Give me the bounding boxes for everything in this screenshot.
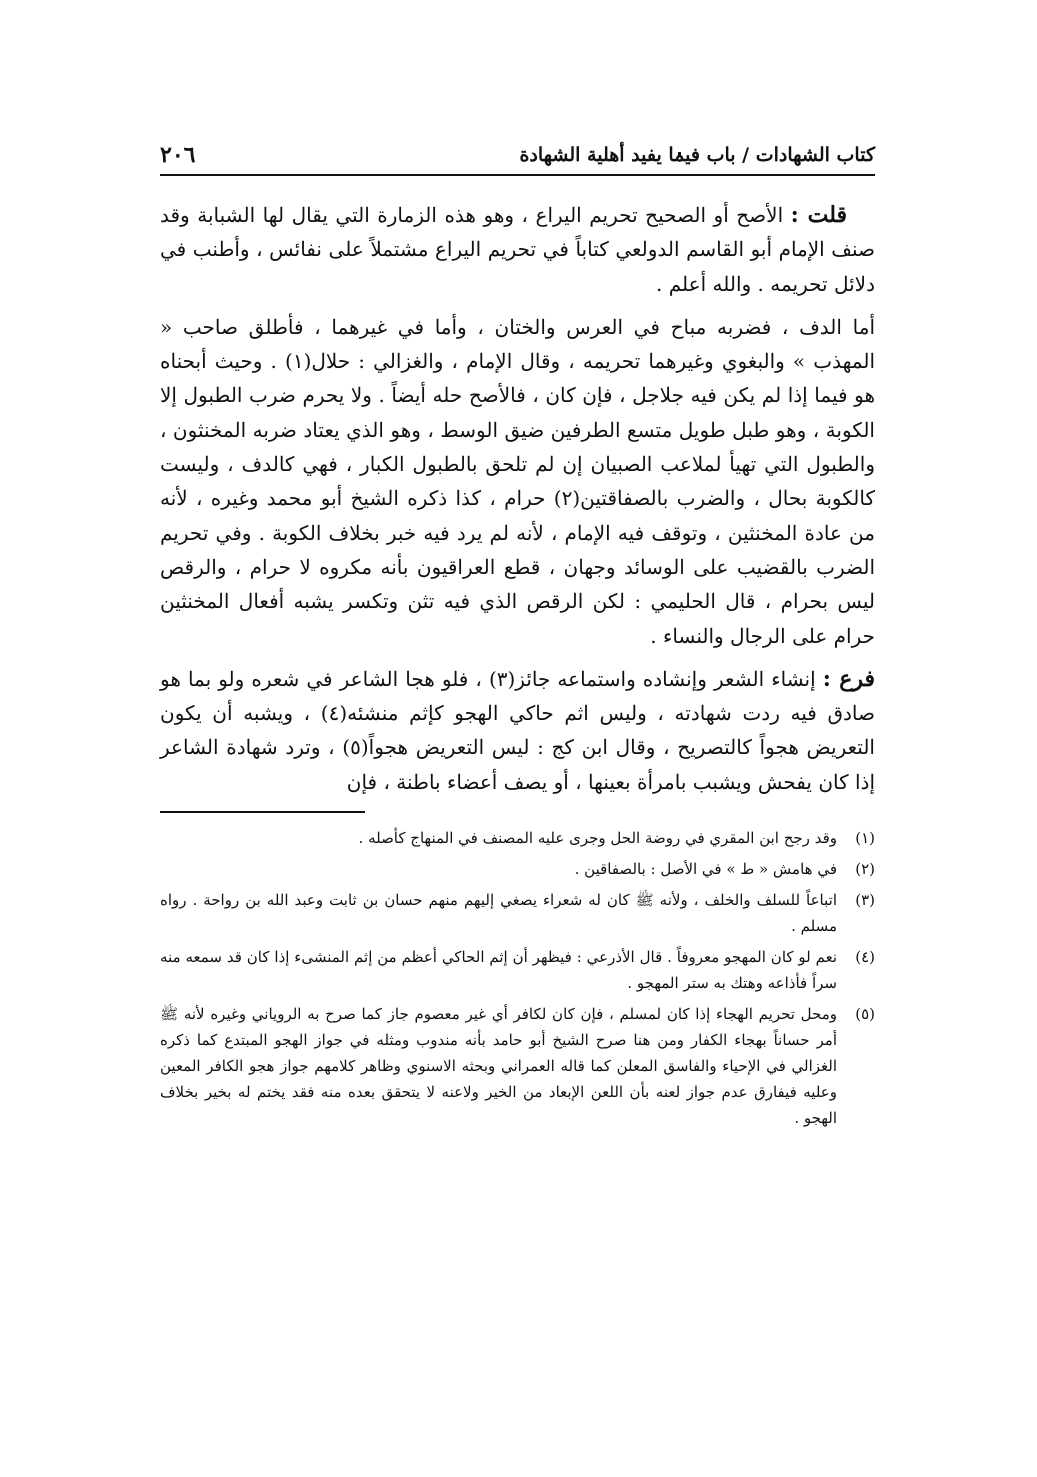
footnote-number: (١) [855, 829, 875, 848]
footnote-text: نعم لو كان المهجو معروفاً . قال الأذرعي : فيظهر أن إثم الحاكي أعظم من إثم المنشىء إذا كان قد سمعه منه سراً فأذاعه وهتك به ستر المهجو . [160, 948, 837, 993]
footnote-number: (٤) [855, 948, 875, 967]
paragraph-text-qultu: الأصح أو الصحيح تحريم اليراع ، وهو هذه الزمارة التي يقال لها الشبابة وقد صنف الإمام أبو القاسم الدولعي كتاباً في تحريم اليراع مشتملاً على نفائس ، وأطنب في دلائل تحريمه . والله أعلم . [160, 203, 875, 296]
footnote-text: وقد رجح ابن المقري في روضة الحل وجرى عليه المصنف في المنهاج كأصله . [358, 829, 837, 848]
footnote-item [160, 856, 875, 882]
footnote-item [160, 887, 875, 939]
footnote-text: اتباعاً للسلف والخلف ، ولأنه ﷺ كان له شعراء يصغي إليهم منهم حسان بن ثابت وعبد الله بن رواحة . رواه مسلم . [160, 891, 837, 936]
paragraph-far [160, 662, 875, 799]
footnote-number: (٣) [855, 891, 875, 910]
footnote-item [160, 944, 875, 996]
footnote-item [160, 825, 875, 851]
footnote-text: في هامش « ط » في الأصل : بالصفاقين . [574, 860, 837, 879]
footnote-separator [160, 811, 365, 813]
footnote-number: (٢) [855, 860, 875, 879]
paragraph-qultu [160, 198, 875, 301]
running-title: كتاب الشهادات / باب فيما يفيد أهلية الشهادة [519, 144, 875, 166]
footnotes [160, 825, 875, 1131]
running-header [160, 130, 875, 176]
paragraph-lead-qultu: قلت : [790, 202, 848, 228]
footnote-text: ومحل تحريم الهجاء إذا كان لمسلم ، فإن كان لكافر أي غير معصوم جاز كما صرح به الروياني وغيره لأنه ﷺ أمر حساناً بهجاء الكفار ومن هنا صرح الشيخ أبو حامد بأنه مندوب ومثله في جواز الهجو المبتدع كما ذكره الغزالي في الإحياء والفاسق المعلن كما قاله العمراني وبحثه الاسنوي وظاهر كلامهم جواز هجو الكافر المعين وعليه فيفارق عدم جواز لعنه بأن اللعن الإبعاد من الخير ولاعنه لا يتحقق بعده منه فقد يختم له بخير بخلاف الهجو . [160, 1005, 837, 1128]
main-text [160, 198, 875, 799]
paragraph-text-far: إنشاء الشعر وإنشاده واستماعه جائز(٣) ، فلو هجا الشاعر في شعره ولو بما هو صادق فيه ردت شهادته ، وليس اثم حاكي الهجو كإثم منشئه(٤) ، ويشبه أن يكون التعريض هجواً كالتصريح ، وقال ابن كج : ليس التعريض هجواً(٥) ، وترد شهادة الشاعر إذا كان يفحش ويشبب بامرأة بعينها ، أو يصف أعضاء باطنة ، فإن [160, 666, 875, 794]
paragraph-daff: أما الدف ، فضربه مباح في العرس والختان ، وأما في غيرهما ، فأطلق صاحب « المهذب » والبغوي وغيرهما تحريمه ، وقال الإمام ، والغزالي : حلال(١) . وحيث أبحناه هو فيما إذا لم يكن فيه جلاجل ، فإن كان ، فالأصح حله أيضاً . ولا يحرم ضرب الطبول إلا الكوبة ، وهو طبل طويل متسع الطرفين ضيق الوسط ، وهو الذي يعتاد ضربه المخنثون ، والطبول التي تهيأ لملاعب الصبيان إن لم تلحق بالطبول الكبار ، فهي كالدف ، وليست كالكوبة بحال ، والضرب بالصفاقتين(٢) حرام ، كذا ذكره الشيخ أبو محمد وغيره ، لأنه من عادة المخنثين ، وتوقف فيه الإمام ، لأنه لم يرد فيه خبر بخلاف الكوبة . وفي تحريم الضرب بالقضيب على الوسائد وجهان ، قطع العراقيون بأنه مكروه لا حرام ، والرقص ليس بحرام ، قال الحليمي : لكن الرقص الذي فيه تثن وتكسر يشبه أفعال المخنثين حرام على الرجال والنساء . [160, 314, 875, 648]
book-page [160, 130, 875, 1136]
footnote-number: (٥) [855, 1005, 875, 1024]
footnote-item [160, 1001, 875, 1131]
paragraph-lead-far: فرع : [822, 665, 875, 692]
page-number: ٢٠٦ [160, 142, 196, 168]
